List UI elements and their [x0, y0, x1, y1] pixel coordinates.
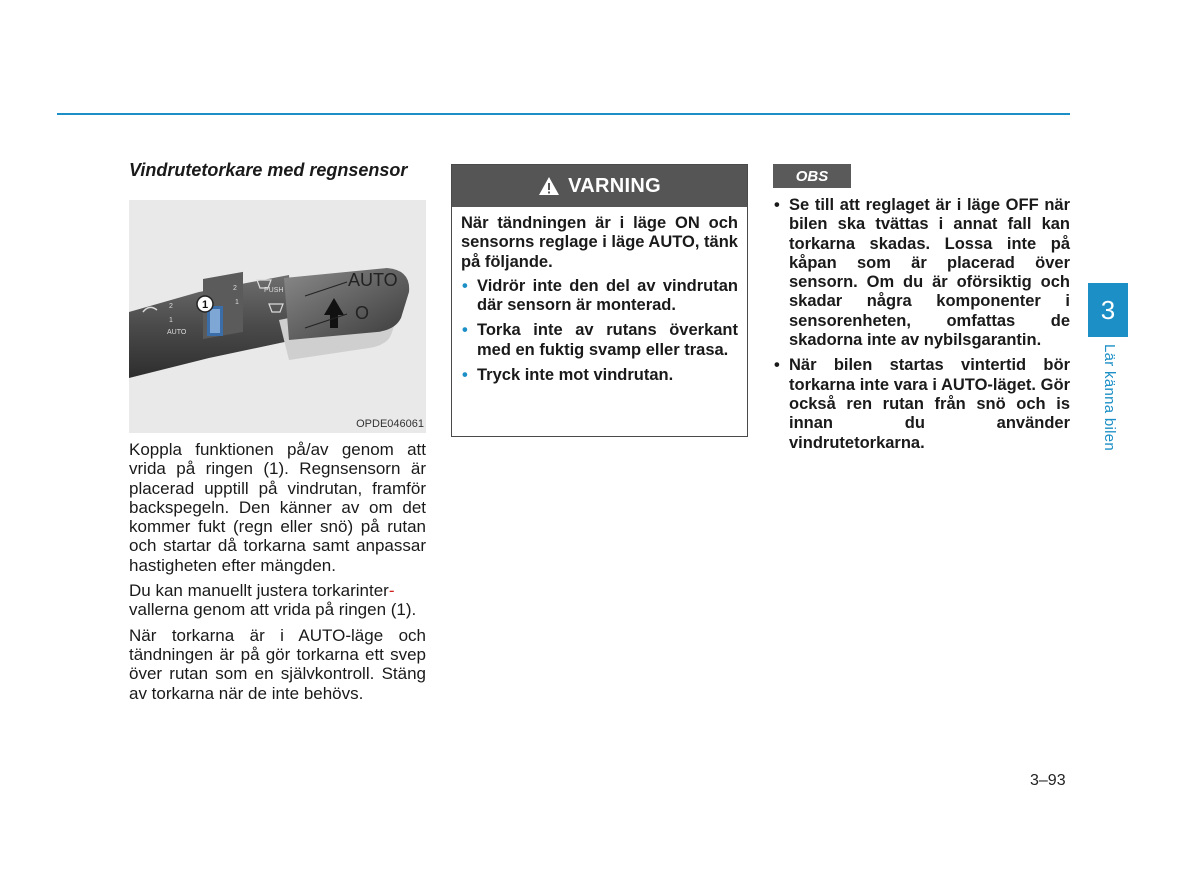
off-label: O [355, 303, 370, 323]
obs-bullet: • [774, 356, 780, 375]
chapter-name: Lär känna bilen [1101, 344, 1118, 452]
wiper-lever-figure [129, 200, 426, 433]
warning-item-text: Torka inte av rutans överkant med en fuktig svamp eller trasa. [477, 321, 738, 359]
svg-text:AUTO: AUTO [167, 329, 187, 336]
body-paragraph-1: Koppla funktionen på/av genom att vrida på ringen (1). Regnsensorn är placerad upptill på vindrutan, framför backspegeln. Den känner av om det kommer fukt (regn eller snö) på rutan och startar då torkarna samt anpassar hastigheten efter mängden. [129, 440, 426, 575]
chapter-tab[interactable]: 3 [1088, 283, 1128, 337]
obs-item-text: Se till att reglaget är i läge OFF när bilen ska tvättas i annat fall kan torkarna skadas. Lossa inte på kåpan som är placerad över sensorn. Om du är oförsiktig och skadar några komponenter i sensorenheten, omfattas de skadorna inte av nybilsgarantin. [789, 196, 1070, 350]
warning-bullet: • [462, 276, 468, 295]
body-paragraph-2-part-2: vallerna genom att vrida på ringen (1). [129, 600, 417, 620]
body-paragraph-3: När torkarna är i AUTO-läge och tändningen är på gör torkarna ett svep över rutan som en självkontroll. Stäng av torkarna när de inte behövs. [129, 625, 426, 703]
auto-label: AUTO [348, 270, 398, 290]
obs-tag: OBS [773, 164, 851, 188]
warning-item-text: Vidrör inte den del av vindrutan där sensorn är monterad. [477, 276, 738, 315]
warning-list [461, 277, 738, 385]
top-rule [57, 113, 1070, 115]
warning-item [461, 366, 738, 385]
obs-list [773, 196, 1070, 459]
warning-item [461, 321, 738, 360]
warning-icon [538, 176, 560, 196]
warning-header [452, 165, 747, 207]
warning-item [461, 277, 738, 316]
warning-title: VARNING [568, 174, 661, 197]
warning-body [452, 207, 747, 385]
obs-item [773, 196, 1070, 350]
warning-item-text: Tryck inte mot vindrutan. [477, 366, 674, 385]
obs-bullet: • [774, 196, 780, 214]
obs-item [773, 356, 1070, 452]
wiper-lever-illustration [129, 200, 426, 433]
warning-bullet: • [462, 366, 468, 385]
page-number: 3–93 [1030, 772, 1066, 789]
svg-text:2: 2 [233, 285, 237, 292]
obs-item-text: När bilen startas vintertid bör torkarna inte vara i AUTO-läget. Gör också ren rutan från snö och is innan du använder vindrutetorkarna. [789, 356, 1070, 452]
figure-code: OPDE046061 [356, 418, 424, 430]
svg-text:2: 2 [169, 303, 173, 310]
body-paragraph-2 [129, 581, 426, 620]
ring-number: 1 [201, 299, 209, 311]
warning-bullet: • [462, 321, 468, 340]
svg-text:1: 1 [235, 299, 239, 306]
body-paragraph-2-part-1: Du kan manuellt justera torkarinter [129, 581, 389, 601]
svg-text:1: 1 [169, 317, 173, 324]
svg-text:PUSH: PUSH [264, 287, 284, 294]
section-title: Vindrutetorkare med regnsensor [129, 160, 408, 180]
hyphen-mark: - [388, 581, 395, 601]
left-column [129, 160, 426, 703]
warning-box [451, 164, 748, 437]
warning-intro: När tändningen är i läge ON och sensorns reglage i läge AUTO, tänk på följande. [461, 214, 738, 271]
